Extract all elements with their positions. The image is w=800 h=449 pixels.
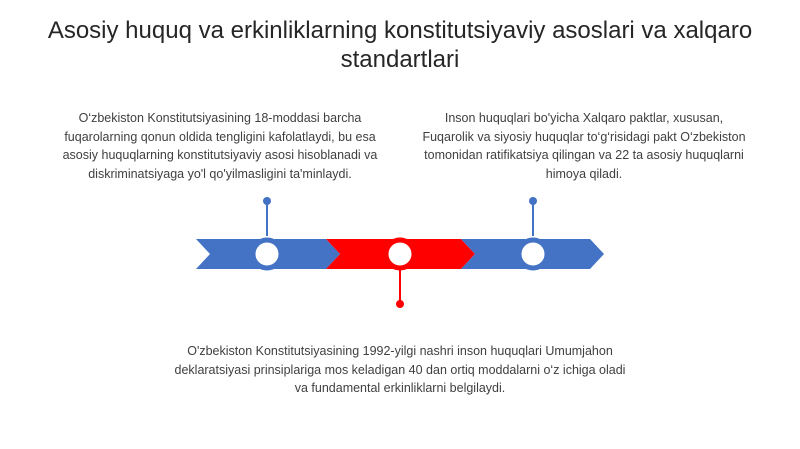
- milestone-2-text: O'zbekiston Konstitutsiyasining 1992-yilgi nashri inson huquqlari Umumjahon deklaratsiyasi prinsiplariga mos keladigan 40 dan ortiq moddalarni o‘z ichiga oladi va fundamental erkinliklarni belgilaydi.: [174, 344, 626, 395]
- connector-dot-2: [396, 300, 404, 308]
- milestone-2-ring: [386, 240, 414, 268]
- connector-dot-1: [263, 197, 271, 205]
- milestone-1-ring: [253, 240, 281, 268]
- milestone-3-text: Inson huquqlari bo'yicha Xalqaro paktlar, xususan, Fuqarolik va siyosiy huquqlar to‘g‘risidagi pakt O‘zbekiston tomonidan ratifikatsiya qilingan va 22 ta asosiy huquqlarni himoya qiladi.: [422, 111, 746, 181]
- milestone-1-text: O‘zbekiston Konstitutsiyasining 18-moddasi barcha fuqarolarning qonun oldida tengligini kafolatlaydi, bu esa asosiy huquqlarning konstitutsiyaviy asosi hisoblanadi va diskriminatsiyaga yo'l qo'yilmasligini ta'minlaydi.: [62, 111, 378, 181]
- slide-title: Asosiy huquq va erkinliklarning konstitutsiyaviy asoslari va xalqaro standartlari: [47, 17, 753, 73]
- connector-dot-3: [529, 197, 537, 205]
- milestone-3-ring: [519, 240, 547, 268]
